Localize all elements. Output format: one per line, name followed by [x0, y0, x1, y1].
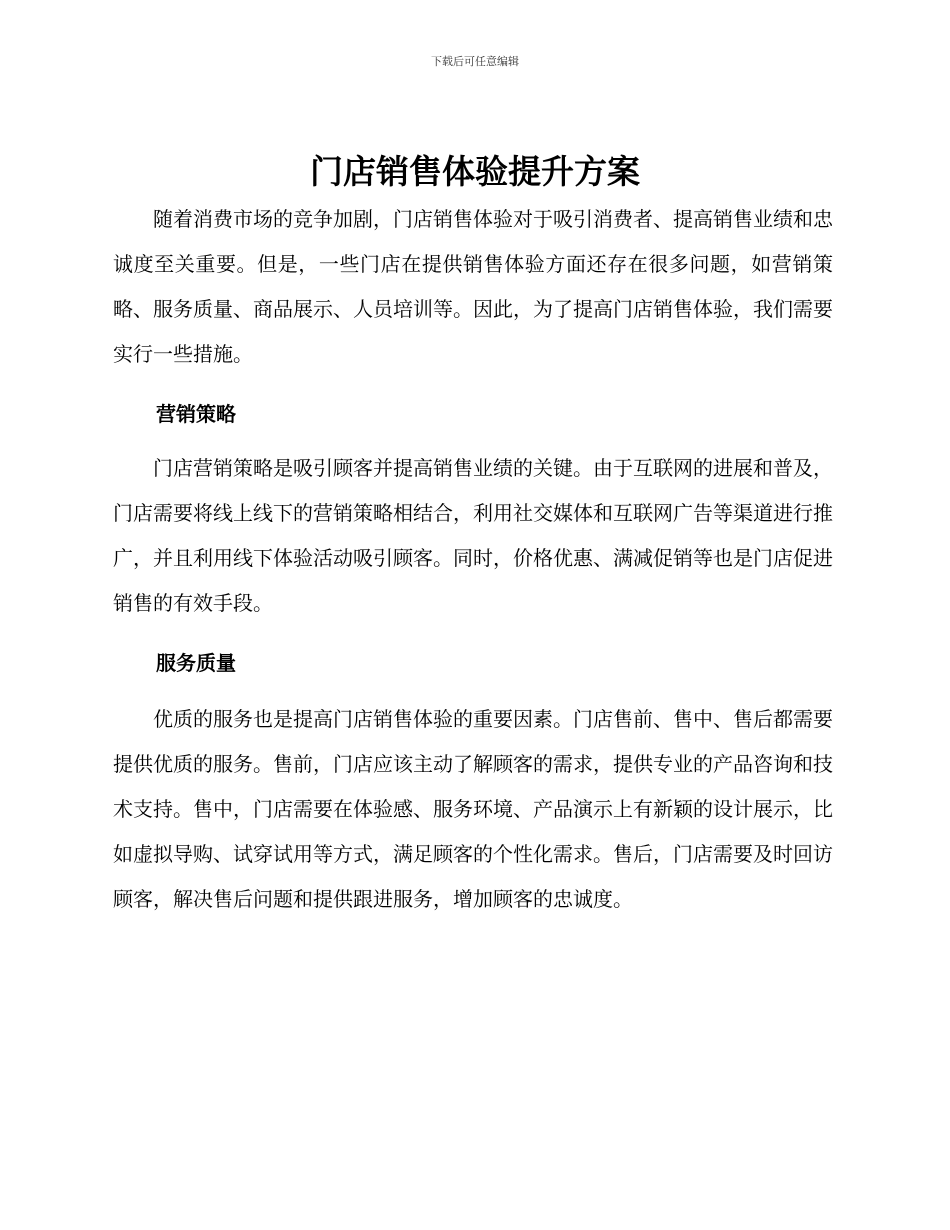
- section-heading-marketing: 营销策略: [156, 402, 236, 426]
- section-body-marketing: 门店营销策略是吸引顾客并提高销售业绩的关键。由于互联网的进展和普及，门店需要将线上线下的营销策略相结合，利用社交媒体和互联网广告等渠道进行推广，并且利用线下体验活动吸引顾客。同时，价格优惠、满减促销等也是门店促进销售的有效手段。: [113, 456, 833, 615]
- section-body-service: 优质的服务也是提高门店销售体验的重要因素。门店售前、售中、售后都需要提供优质的服务。售前，门店应该主动了解顾客的需求，提供专业的产品咨询和技术支持。售中，门店需要在体验感、服务环境、产品演示上有新颖的设计展示，比如虚拟导购、试穿试用等方式，满足顾客的个性化需求。售后，门店需要及时回访顾客，解决售后问题和提供跟进服务，增加顾客的忠诚度。: [113, 707, 833, 911]
- section-heading-service: 服务质量: [156, 651, 236, 675]
- header-note: 下载后可任意编辑: [431, 55, 519, 68]
- document-title: 门店销售体验提升方案: [310, 152, 640, 191]
- intro-paragraph: 随着消费市场的竞争加剧，门店销售体验对于吸引消费者、提高销售业绩和忠诚度至关重要。但是，一些门店在提供销售体验方面还存在很多问题，如营销策略、服务质量、商品展示、人员培训等。因此，为了提高门店销售体验，我们需要实行一些措施。: [113, 207, 833, 366]
